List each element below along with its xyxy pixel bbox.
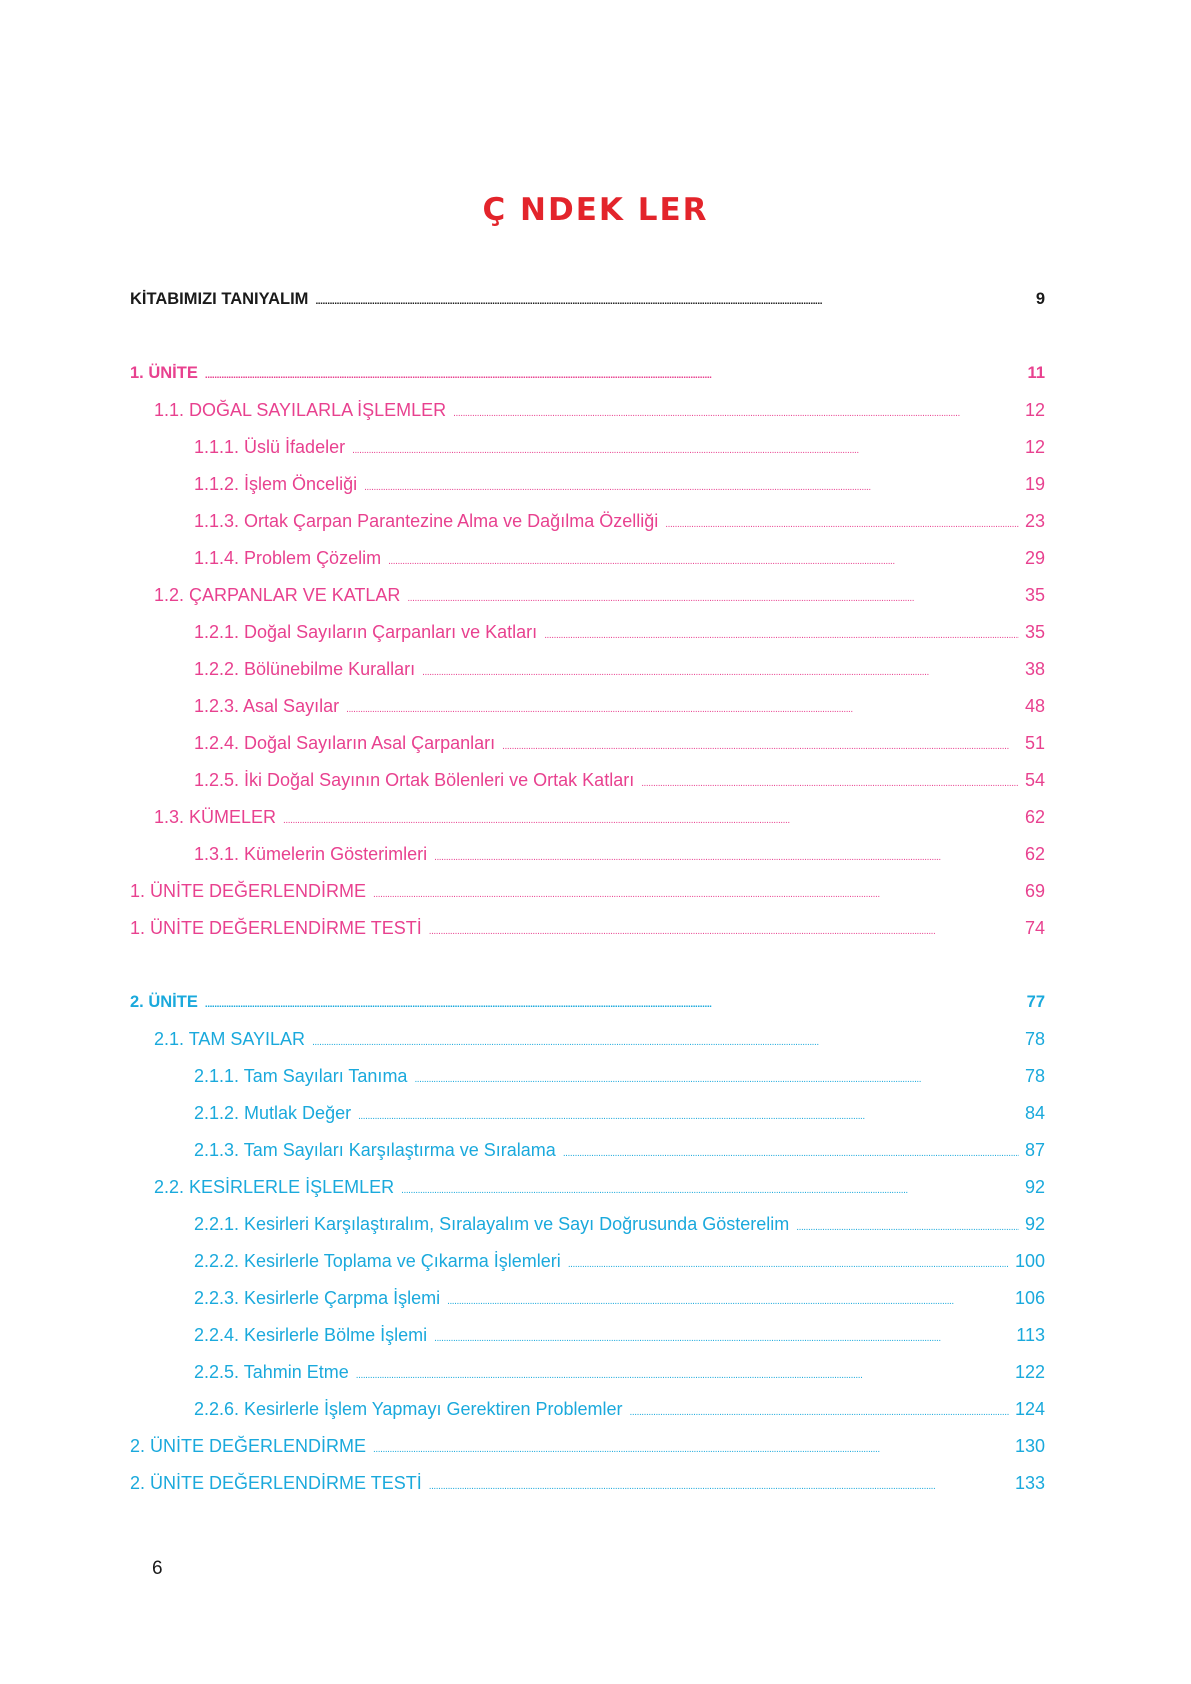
dot-leader	[205, 990, 1021, 1017]
dot-leader	[796, 1212, 1019, 1240]
toc-entry-label: 2.1. TAM SAYILAR	[154, 1029, 306, 1049]
toc-entry-page: 29	[1024, 548, 1045, 568]
toc-entry-page: 35	[1024, 622, 1045, 642]
toc-entry-label: 2.2. KESİRLERLE İŞLEMLER	[154, 1177, 395, 1197]
toc-entry[interactable]	[194, 1101, 1045, 1125]
dot-leader	[641, 768, 1019, 796]
toc-entry[interactable]	[130, 879, 1045, 903]
toc-entry[interactable]	[194, 694, 1045, 718]
toc-entry-label: KİTABIMIZI TANIYALIM	[130, 290, 309, 308]
dot-leader	[352, 435, 1019, 463]
toc-entry-label: 1.2. ÇARPANLAR VE KATLAR	[154, 585, 401, 605]
dot-leader	[315, 287, 1029, 314]
dot-leader	[447, 1286, 1009, 1314]
toc-entry-page: 48	[1024, 696, 1045, 716]
dot-leader	[373, 1434, 1009, 1462]
toc-entry-label: 1.2.5. İki Doğal Sayının Ortak Bölenleri ve Ortak Katları	[194, 770, 635, 790]
toc-entry-page: 54	[1024, 770, 1045, 790]
dot-leader	[630, 1397, 1009, 1425]
toc-entry-page: 51	[1024, 733, 1045, 753]
dot-leader	[422, 657, 1019, 685]
toc-entry[interactable]	[194, 1397, 1045, 1421]
dot-leader	[205, 361, 1022, 388]
toc-entry-page: 113	[1016, 1325, 1045, 1345]
dot-leader	[429, 916, 1019, 944]
dot-leader	[373, 879, 1019, 907]
toc-entry-page: 84	[1024, 1103, 1045, 1123]
toc-entry[interactable]	[154, 583, 1045, 607]
toc-entry[interactable]	[194, 435, 1045, 459]
toc-entry[interactable]	[194, 768, 1045, 792]
toc-entry-page: 11	[1027, 364, 1045, 382]
toc-entry[interactable]	[194, 1212, 1045, 1236]
toc-entry-label: 2. ÜNİTE	[130, 993, 198, 1011]
toc-entry-label: 2.1.2. Mutlak Değer	[194, 1103, 352, 1123]
toc-entry-label: 2. ÜNİTE DEĞERLENDİRME TESTİ	[130, 1473, 422, 1493]
toc-entry-page: 100	[1014, 1251, 1045, 1271]
toc-entry-label: 2. ÜNİTE DEĞERLENDİRME	[130, 1436, 367, 1456]
toc-entry-page: 77	[1026, 993, 1045, 1011]
toc-entry[interactable]	[194, 731, 1045, 755]
page-title: Ç NDEK LER	[482, 192, 709, 228]
toc-entry[interactable]	[194, 1323, 1045, 1347]
toc-entry-label: 1.1. DOĞAL SAYILARLA İŞLEMLER	[154, 400, 447, 420]
toc-unit-1-header[interactable]	[130, 361, 1045, 385]
toc-entry-page: 78	[1024, 1066, 1045, 1086]
toc-entry[interactable]	[194, 842, 1045, 866]
toc-entry-page: 12	[1024, 400, 1045, 420]
toc-entry[interactable]	[154, 805, 1045, 829]
toc-entry-page: 23	[1024, 511, 1045, 531]
toc-entry-label: 2.1.3. Tam Sayıları Karşılaştırma ve Sıralama	[194, 1140, 556, 1160]
toc-entry-intro[interactable]	[130, 287, 1045, 311]
toc-entry-page: 74	[1024, 918, 1045, 938]
dot-leader	[414, 1064, 1019, 1092]
dot-leader	[407, 583, 1019, 611]
dot-leader	[283, 805, 1019, 833]
toc-entry-page: 124	[1014, 1399, 1045, 1419]
dot-leader	[434, 842, 1019, 870]
toc-entry[interactable]	[194, 620, 1045, 644]
toc-entry[interactable]	[194, 546, 1045, 570]
toc-entry-label: 1.1.3. Ortak Çarpan Parantezine Alma ve Dağılma Özelliği	[194, 511, 659, 531]
toc-entry[interactable]	[194, 1360, 1045, 1384]
dot-leader	[401, 1175, 1019, 1203]
toc-entry-page: 92	[1024, 1214, 1045, 1234]
toc-entry[interactable]	[130, 1434, 1045, 1458]
dot-leader	[434, 1323, 1010, 1351]
dot-leader	[429, 1471, 1009, 1499]
dot-leader	[502, 731, 1019, 759]
toc-entry-page: 9	[1035, 290, 1045, 308]
toc-entry-label: 1.3.1. Kümelerin Gösterimleri	[194, 844, 428, 864]
toc-entry-label: 2.2.3. Kesirlerle Çarpma İşlemi	[194, 1288, 441, 1308]
toc-entry-page: 38	[1024, 659, 1045, 679]
toc-entry-label: 1.2.2. Bölünebilme Kuralları	[194, 659, 416, 679]
toc-entry-label: 1.2.3. Asal Sayılar	[194, 696, 340, 716]
toc-entry-label: 2.1.1. Tam Sayıları Tanıma	[194, 1066, 408, 1086]
toc-entry-page: 92	[1024, 1177, 1045, 1197]
toc-entry[interactable]	[194, 657, 1045, 681]
toc-entry-label: 1.1.2. İşlem Önceliği	[194, 474, 358, 494]
toc-entry-page: 133	[1014, 1473, 1045, 1493]
toc-entry[interactable]	[194, 1249, 1045, 1273]
dot-leader	[665, 509, 1019, 537]
toc-entry-label: 1. ÜNİTE	[130, 364, 198, 382]
toc-entry-label: 2.2.5. Tahmin Etme	[194, 1362, 349, 1382]
dot-leader	[388, 546, 1019, 574]
toc-entry-label: 2.2.6. Kesirlerle İşlem Yapmayı Gerektiren Problemler	[194, 1399, 623, 1419]
dot-leader	[364, 472, 1019, 500]
dot-leader	[346, 694, 1019, 722]
dot-leader	[356, 1360, 1009, 1388]
toc-entry[interactable]	[154, 1027, 1045, 1051]
toc-entry[interactable]	[154, 398, 1045, 422]
toc-entry-label: 1.2.1. Doğal Sayıların Çarpanları ve Katları	[194, 622, 538, 642]
toc-entry-page: 130	[1014, 1436, 1045, 1456]
toc-entry[interactable]	[130, 916, 1045, 940]
dot-leader	[453, 398, 1019, 426]
toc-entry-page: 35	[1024, 585, 1045, 605]
toc-entry[interactable]	[194, 509, 1045, 533]
toc-entry-page: 122	[1014, 1362, 1045, 1382]
toc-entry-label: 2.2.2. Kesirlerle Toplama ve Çıkarma İşlemleri	[194, 1251, 561, 1271]
toc-entry[interactable]	[194, 1138, 1045, 1162]
page-number: 6	[152, 1558, 163, 1579]
toc-entry-label: 1.3. KÜMELER	[154, 807, 277, 827]
toc-entry-label: 1. ÜNİTE DEĞERLENDİRME TESTİ	[130, 918, 422, 938]
toc-entry-label: 1. ÜNİTE DEĞERLENDİRME	[130, 881, 367, 901]
toc-entry-page: 87	[1024, 1140, 1045, 1160]
toc-entry-page: 62	[1024, 807, 1045, 827]
toc-entry[interactable]	[130, 1471, 1045, 1495]
toc-entry-page: 12	[1024, 437, 1045, 457]
toc-entry-label: 1.2.4. Doğal Sayıların Asal Çarpanları	[194, 733, 496, 753]
dot-leader	[312, 1027, 1019, 1055]
toc-entry[interactable]	[194, 1064, 1045, 1088]
toc-entry[interactable]	[194, 472, 1045, 496]
toc-entry-page: 78	[1024, 1029, 1045, 1049]
dot-leader	[358, 1101, 1019, 1129]
dot-leader	[563, 1138, 1019, 1166]
toc-entry-label: 1.1.4. Problem Çözelim	[194, 548, 382, 568]
toc-entry-label: 2.2.1. Kesirleri Karşılaştıralım, Sıralayalım ve Sayı Doğrusunda Gösterelim	[194, 1214, 790, 1234]
toc-entry-page: 62	[1024, 844, 1045, 864]
dot-leader	[544, 620, 1019, 648]
toc-entry-page: 106	[1014, 1288, 1045, 1308]
dot-leader	[568, 1249, 1009, 1277]
toc-entry-label: 2.2.4. Kesirlerle Bölme İşlemi	[194, 1325, 428, 1345]
toc-entry[interactable]	[194, 1286, 1045, 1310]
toc-entry[interactable]	[154, 1175, 1045, 1199]
toc-entry-label: 1.1.1. Üslü İfadeler	[194, 437, 346, 457]
toc-unit-2-header[interactable]	[130, 990, 1045, 1014]
toc-entry-page: 19	[1024, 474, 1045, 494]
toc-entry-page: 69	[1024, 881, 1045, 901]
